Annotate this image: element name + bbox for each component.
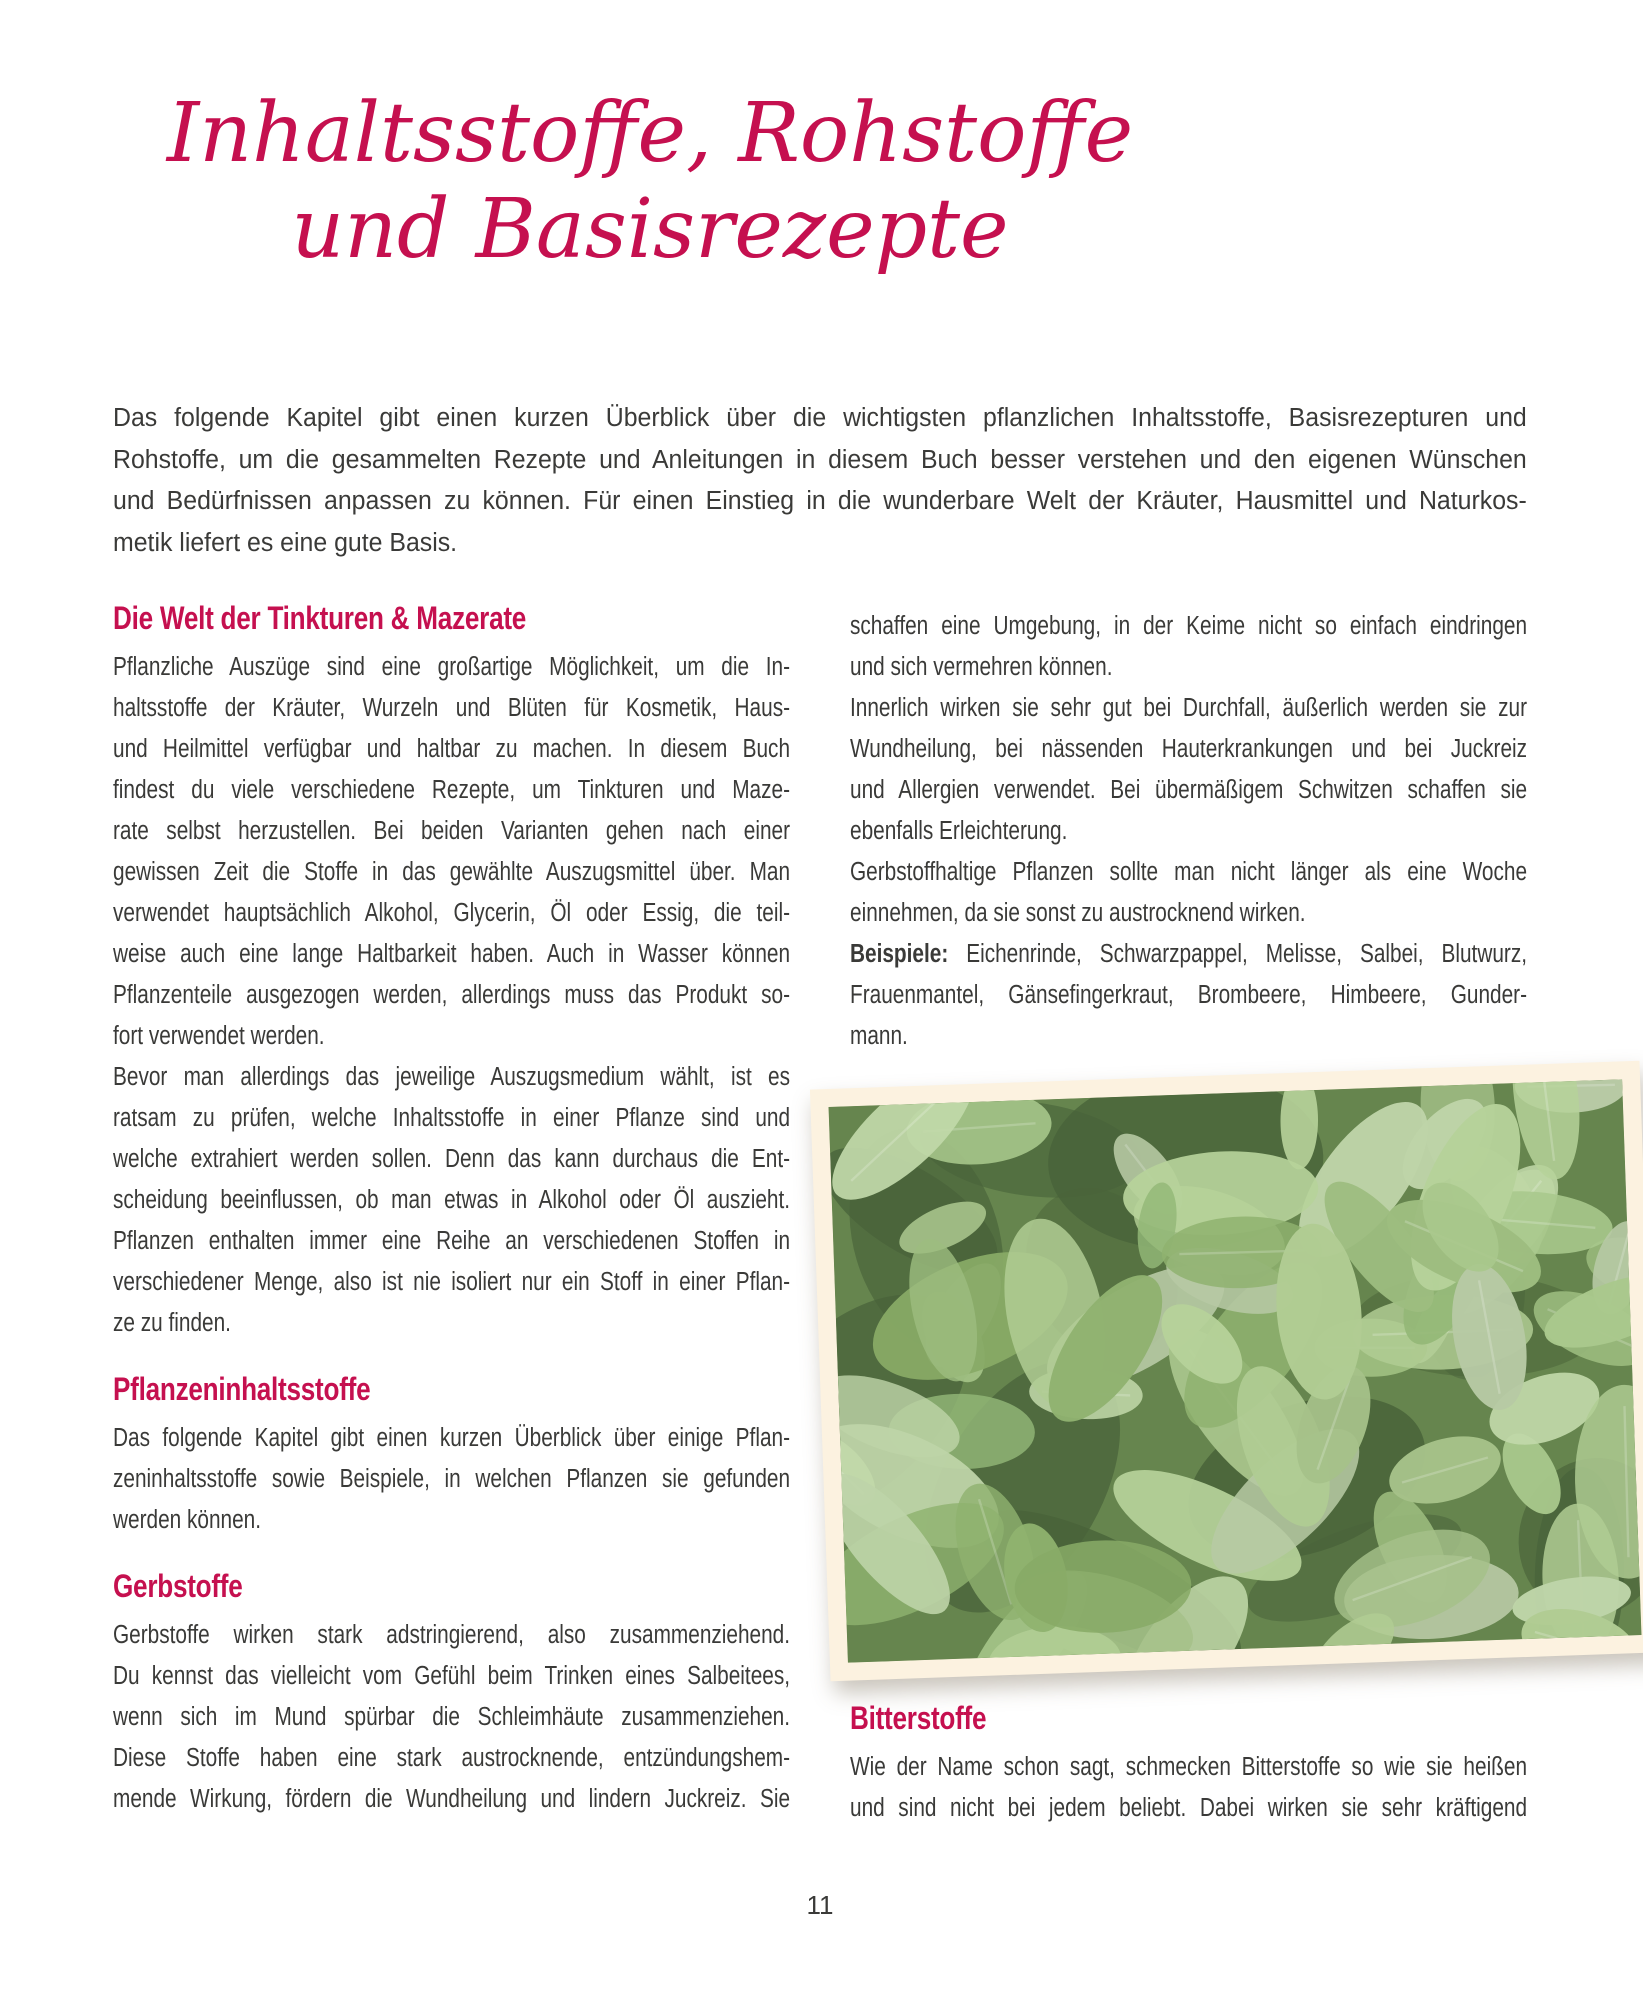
text-line: Diese Stoffe haben eine stark austrocknende, entzündungshem- bbox=[113, 1744, 791, 1772]
text-line: zeninhaltsstoffe sowie Beispiele, in welchen Pflanzen sie gefunden bbox=[113, 1465, 791, 1493]
text-line: Bevor man allerdings das jeweilige Auszugsmedium wählt, ist es bbox=[113, 1063, 791, 1091]
text-line: mende Wirkung, fördern die Wundheilung und lindern Juckreiz. Sie bbox=[113, 1785, 791, 1813]
chapter-title bbox=[0, 86, 1300, 278]
text-line: gewissen Zeit die Stoffe in das gewählte Auszugsmittel über. Man bbox=[113, 858, 791, 886]
sage-photo bbox=[829, 1079, 1642, 1662]
section-heading: Bitterstoffe bbox=[850, 1700, 987, 1736]
text-line: schaffen eine Umgebung, in der Keime nicht so einfach eindringen bbox=[850, 612, 1528, 640]
text-line: findest du viele verschiedene Rezepte, um Tinkturen und Maze- bbox=[113, 776, 791, 804]
right-column bbox=[850, 606, 1527, 1829]
sage-photo-illustration bbox=[829, 1079, 1642, 1662]
text-line: Pflanzenteile ausgezogen werden, allerdings muss das Produkt so- bbox=[113, 981, 791, 1009]
text-line: ze zu finden. bbox=[113, 1309, 231, 1337]
text-line: und sind nicht bei jedem beliebt. Dabei wirken sie sehr kräftigend bbox=[850, 1794, 1528, 1822]
text-line: verschiedener Menge, also ist nie isoliert nur ein Stoff in einer Pflan- bbox=[113, 1268, 791, 1296]
chapter-title-line2: und Basisrezepte bbox=[291, 182, 1009, 277]
paragraph bbox=[850, 852, 1527, 934]
text-line: metik liefert es eine gute Basis. bbox=[113, 528, 458, 557]
text-line: Beispiele: Eichenrinde, Schwarzpappel, Melisse, Salbei, Blutwurz, bbox=[850, 940, 1528, 968]
text-line: und Bedürfnissen anpassen zu können. Für einen Einstieg in die wunderbare Welt der Kräuter, Hausmittel und Naturkos- bbox=[113, 487, 1527, 515]
section-heading: Die Welt der Tinkturen & Mazerate bbox=[113, 600, 527, 636]
paragraph bbox=[113, 1615, 790, 1820]
text-line: ratsam zu prüfen, welche Inhaltsstoffe in einer Pflanze sind und bbox=[113, 1104, 791, 1132]
text-line: Pflanzliche Auszüge sind eine großartige Möglichkeit, um die In- bbox=[113, 653, 791, 681]
text-line: Rohstoffe, um die gesammelten Rezepte und Anleitungen in diesem Buch besser verstehen und den eigenen Wünschen bbox=[113, 445, 1527, 474]
paragraph bbox=[850, 688, 1527, 852]
text-line: Frauenmantel, Gänsefingerkraut, Brombeere, Himbeere, Gunder- bbox=[850, 981, 1528, 1009]
text-line: ebenfalls Erleichterung. bbox=[850, 817, 1068, 845]
text-line: haltsstoffe der Kräuter, Wurzeln und Blüten für Kosmetik, Haus- bbox=[113, 694, 791, 722]
text-line: Das folgende Kapitel gibt einen kurzen Überblick über die wichtigsten pflanzlichen Inhaltsstoffe, Basisrezepturen und bbox=[113, 404, 1527, 432]
text-line: verwendet hauptsächlich Alkohol, Glycerin, Öl oder Essig, die teil- bbox=[113, 899, 791, 927]
text-line: und Heilmittel verfügbar und haltbar zu machen. In diesem Buch bbox=[113, 735, 791, 763]
text-line: Wie der Name schon sagt, schmecken Bitterstoffe so wie sie heißen bbox=[850, 1753, 1528, 1781]
text-line: scheidung beeinflussen, ob man etwas in Alkohol oder Öl auszieht. bbox=[113, 1186, 791, 1214]
sage-photo-card bbox=[810, 1061, 1643, 1682]
paragraph bbox=[113, 398, 1563, 564]
text-line: mann. bbox=[850, 1022, 908, 1050]
text-line: fort verwendet werden. bbox=[113, 1022, 325, 1050]
section-heading: Gerbstoffe bbox=[113, 1568, 243, 1604]
text-line: welche extrahiert werden sollen. Denn das kann durchaus die Ent- bbox=[113, 1145, 791, 1173]
intro-paragraph bbox=[113, 398, 1563, 564]
section-heading: Pflanzeninhaltsstoffe bbox=[113, 1371, 371, 1407]
text-line: Gerbstoffe wirken stark adstringierend, also zusammenziehend. bbox=[113, 1621, 791, 1649]
paragraph bbox=[113, 647, 790, 1057]
sage-photo-frame bbox=[820, 1065, 1643, 1673]
text-line: einnehmen, da sie sonst zu austrocknend wirken. bbox=[850, 899, 1306, 927]
text-line: wenn sich im Mund spürbar die Schleimhäute zusammenziehen. bbox=[113, 1703, 791, 1731]
text-line: und Allergien verwendet. Bei übermäßigem Schwitzen schaffen sie bbox=[850, 776, 1528, 804]
text-line: weise auch eine lange Haltbarkeit haben. Auch in Wasser können bbox=[113, 940, 791, 968]
chapter-title-line1: Inhaltsstoffe, Rohstoffe bbox=[166, 86, 1134, 181]
text-line: Pflanzen enthalten immer eine Reihe an verschiedenen Stoffen in bbox=[113, 1227, 791, 1255]
text-line: und sich vermehren können. bbox=[850, 653, 1113, 681]
text-line: Gerbstoffhaltige Pflanzen sollte man nicht länger als eine Woche bbox=[850, 858, 1528, 886]
text-line: rate selbst herzustellen. Bei beiden Varianten gehen nach einer bbox=[113, 817, 791, 845]
text-line: Du kennst das vielleicht vom Gefühl beim Trinken eines Salbeitees, bbox=[113, 1662, 791, 1690]
text-line: Das folgende Kapitel gibt einen kurzen Überblick über einige Pflan- bbox=[113, 1424, 791, 1452]
paragraph bbox=[113, 1418, 790, 1541]
paragraph bbox=[113, 1057, 790, 1344]
paragraph bbox=[850, 606, 1527, 688]
page-number: 11 bbox=[806, 1890, 834, 1920]
text-line: Wundheilung, bei nässenden Hauterkrankungen und bei Juckreiz bbox=[850, 735, 1528, 763]
left-column bbox=[113, 598, 790, 1820]
paragraph bbox=[850, 1747, 1527, 1829]
text-line: Innerlich wirken sie sehr gut bei Durchfall, äußerlich werden sie zur bbox=[850, 694, 1528, 722]
paragraph bbox=[850, 934, 1527, 1057]
text-line: werden können. bbox=[113, 1506, 262, 1534]
